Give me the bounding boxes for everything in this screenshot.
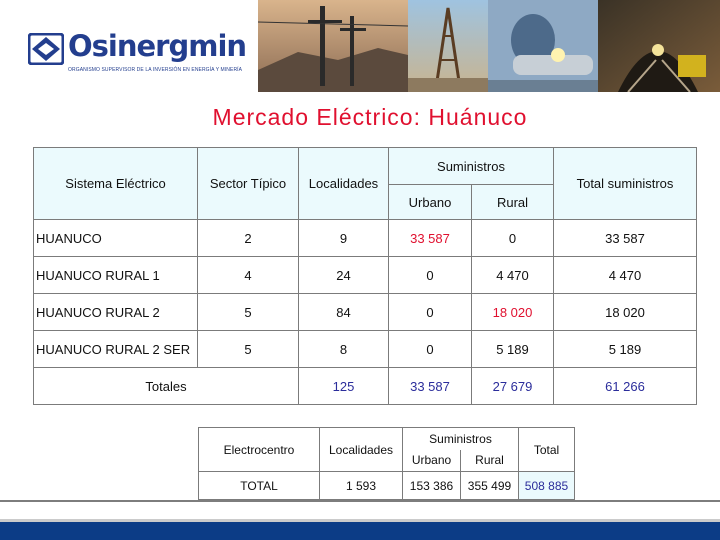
cell-sector: 4 bbox=[198, 257, 299, 294]
cell-localidades: 24 bbox=[299, 257, 389, 294]
summary-company-header: Electrocentro bbox=[199, 428, 320, 472]
summary-total-header: Total bbox=[519, 428, 575, 472]
cell-total: 33 587 bbox=[554, 220, 697, 257]
summary-row-label: TOTAL bbox=[199, 472, 320, 500]
electrocentro-summary-table bbox=[198, 427, 575, 500]
summary-total: 508 885 bbox=[519, 472, 575, 500]
summary-rural: 355 499 bbox=[461, 472, 519, 500]
totals-row bbox=[34, 368, 697, 405]
footer-band bbox=[0, 519, 720, 540]
cell-total: 5 189 bbox=[554, 331, 697, 368]
header-total-suministros: Total suministros bbox=[554, 148, 697, 220]
table-row bbox=[34, 220, 697, 257]
header-photo-collage bbox=[258, 0, 720, 92]
logo-wordmark: Osinergmin bbox=[68, 29, 247, 63]
cell-sistema: HUANUCO RURAL 2 SER bbox=[34, 331, 198, 368]
logo-emblem-icon bbox=[28, 33, 64, 65]
cell-sistema: HUANUCO RURAL 1 bbox=[34, 257, 198, 294]
cell-urbano: 33 587 bbox=[389, 220, 472, 257]
cell-sistema: HUANUCO bbox=[34, 220, 198, 257]
cell-sistema: HUANUCO RURAL 2 bbox=[34, 294, 198, 331]
cell-sector: 5 bbox=[198, 331, 299, 368]
table-row bbox=[34, 294, 697, 331]
table-row bbox=[34, 331, 697, 368]
totals-label: Totales bbox=[34, 368, 299, 405]
cell-urbano: 0 bbox=[389, 294, 472, 331]
header-sistema-electrico: Sistema Eléctrico bbox=[34, 148, 198, 220]
cell-total: 4 470 bbox=[554, 257, 697, 294]
table-header-row bbox=[34, 148, 697, 185]
logo-tagline: ORGANISMO SUPERVISOR DE LA INVERSIÓN EN ENERGÍA Y MINERÍA bbox=[68, 67, 243, 73]
totals-urbano: 33 587 bbox=[389, 368, 472, 405]
summary-rural-header: Rural bbox=[461, 450, 519, 472]
cell-localidades: 84 bbox=[299, 294, 389, 331]
summary-row bbox=[199, 472, 575, 500]
cell-urbano: 0 bbox=[389, 331, 472, 368]
table-row bbox=[34, 257, 697, 294]
cell-total: 18 020 bbox=[554, 294, 697, 331]
slide-title: Mercado Eléctrico: Huánuco bbox=[212, 104, 528, 130]
cell-localidades: 8 bbox=[299, 331, 389, 368]
summary-header-row bbox=[199, 428, 575, 450]
summary-localidades: 1 593 bbox=[320, 472, 403, 500]
header-urbano: Urbano bbox=[389, 185, 472, 220]
cell-rural: 0 bbox=[472, 220, 554, 257]
header-suministros: Suministros bbox=[389, 148, 554, 185]
cell-sector: 2 bbox=[198, 220, 299, 257]
header-rural: Rural bbox=[472, 185, 554, 220]
header-sector-tipico: Sector Típico bbox=[198, 148, 299, 220]
totals-localidades: 125 bbox=[299, 368, 389, 405]
cell-sector: 5 bbox=[198, 294, 299, 331]
market-table bbox=[33, 147, 697, 405]
summary-urbano-header: Urbano bbox=[403, 450, 461, 472]
cell-rural: 18 020 bbox=[472, 294, 554, 331]
summary-urbano: 153 386 bbox=[403, 472, 461, 500]
cell-rural: 5 189 bbox=[472, 331, 554, 368]
totals-total: 61 266 bbox=[554, 368, 697, 405]
slide-header bbox=[0, 0, 720, 92]
osinergmin-logo bbox=[28, 29, 254, 79]
footer-stripe bbox=[0, 519, 720, 522]
footer-divider bbox=[0, 500, 720, 502]
summary-localidades-header: Localidades bbox=[320, 428, 403, 472]
cell-urbano: 0 bbox=[389, 257, 472, 294]
cell-rural: 4 470 bbox=[472, 257, 554, 294]
summary-suministros-header: Suministros bbox=[403, 428, 519, 450]
cell-localidades: 9 bbox=[299, 220, 389, 257]
header-localidades: Localidades bbox=[299, 148, 389, 220]
totals-rural: 27 679 bbox=[472, 368, 554, 405]
